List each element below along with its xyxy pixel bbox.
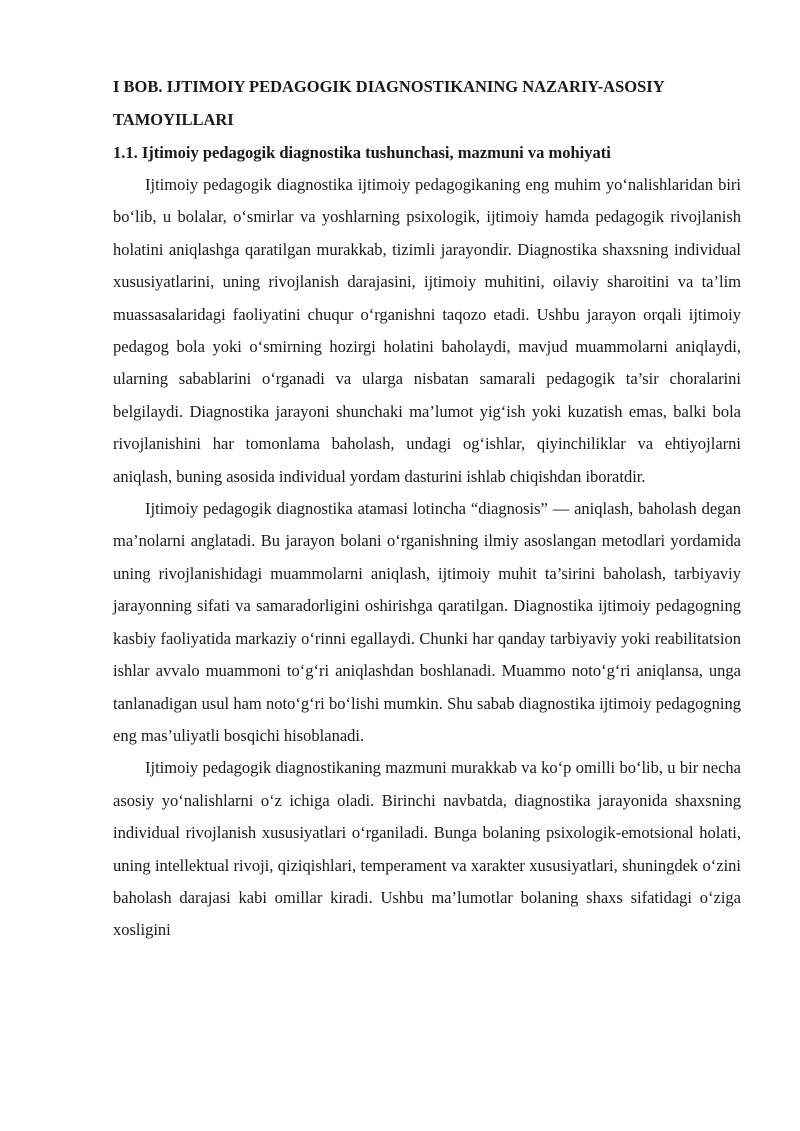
chapter-title: I BOB. IJTIMOIY PEDAGOGIK DIAGNOSTIKANING NAZARIY-ASOSIY TAMOYILLARI — [113, 77, 665, 129]
paragraph: Ijtimoiy pedagogik diagnostikaning mazmuni murakkab va ko‘p omilli bo‘lib, u bir necha asosiy yo‘nalishlarni o‘z ichiga oladi. Birinchi navbatda, diagnostika jarayonida shaxsning individual rivojlanish xususiyatlari o‘rganiladi. Bunga bolaning psixologik-emotsional holati, uning intellektual rivoji, qiziqishlari, temperament va xarakter xususiyatlari, shuningdek o‘zini baholash darajasi kabi omillar kiradi. Ushbu ma’lumotlar bolaning shaxs sifatidagi o‘ziga xosligini — [113, 758, 741, 940]
paragraph: Ijtimoiy pedagogik diagnostika ijtimoiy pedagogikaning eng muhim yo‘nalishlaridan biri bo‘lib, u bolalar, o‘smirlar va yoshlarning psixologik, ijtimoiy hamda pedagogik rivojlanish holatini aniqlashga qaratilgan murakkab, tizimli jarayondir. Diagnostika shaxsning individual xususiyatlarini, uning rivojlanish darajasini, ijtimoiy muhitini, oilaviy sharoitini va ta’lim muassasalaridagi faoliyatini chuqur o‘rganishni taqozo etadi. Ushbu jarayon orqali ijtimoiy pedagog bola yoki o‘smirning hozirgi holatini baholaydi, mavjud muammolarni aniqlaydi, ularning sabablarini o‘rganadi va ularga nisbatan samarali pedagogik ta’sir choralarini belgilaydi. Diagnostika jarayoni shunchaki ma’lumot yig‘ish yoki kuzatish emas, balki bola rivojlanishini har tomonlama baholash, undagi og‘ishlar, qiyinchiliklar va ehtiyojlarni aniqlash, buning asosida individual yordam dasturini ishlab chiqishdan iboratdir. — [113, 175, 741, 486]
section-title: 1.1. Ijtimoiy pedagogik diagnostika tushunchasi, mazmuni va mohiyati — [113, 143, 611, 162]
paragraph: Ijtimoiy pedagogik diagnostika atamasi lotincha “diagnosis” — aniqlash, baholash degan ma’nolarni anglatadi. Bu jarayon bolani o‘rganishning ilmiy asoslangan metodlari yordamida uning rivojlanishidagi muammolarni aniqlash, ijtimoiy muhit ta’sirini baholash, tarbiyaviy jarayonning sifati va samaradorligini oshirishga qaratilgan. Diagnostika ijtimoiy pedagogning kasbiy faoliyatida markaziy o‘rinni egallaydi. Chunki har qanday tarbiyaviy yoki reabilitatsion ishlar avvalo muammoni to‘g‘ri aniqlashdan boshlanadi. Muammo noto‘g‘ri aniqlansa, unga tanlanadigan usul ham noto‘g‘ri bo‘lishi mumkin. Shu sabab diagnostika ijtimoiy pedagogning eng mas’uliyatli bosqichi hisoblanadi. — [113, 499, 741, 745]
document-page — [113, 70, 741, 947]
